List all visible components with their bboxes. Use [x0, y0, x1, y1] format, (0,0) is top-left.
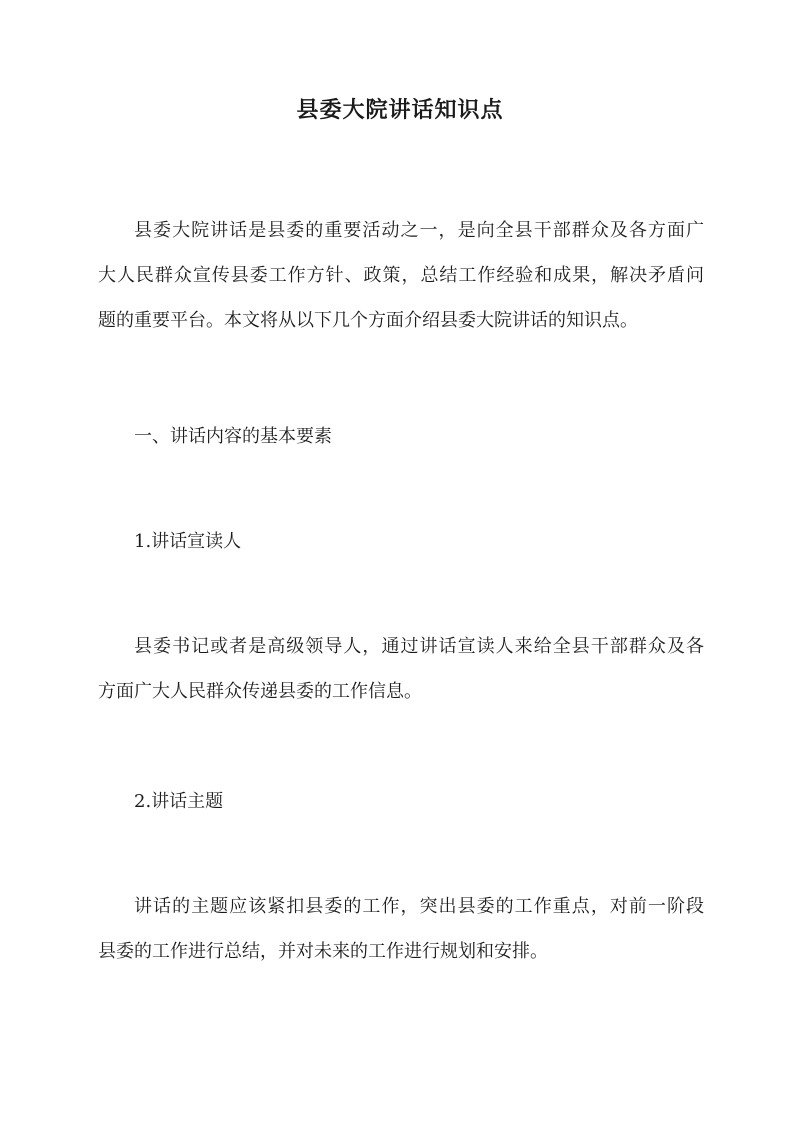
paragraph-line: 县委大院讲话是县委的重要活动之一，是向全县干部群众及各方面广 [134, 220, 704, 241]
paragraph-line: 大人民群众宣传县委工作方针、政策，总结工作经验和成果，解决矛盾问 [98, 265, 704, 286]
item-heading: 1.讲话宣读人 [134, 531, 242, 552]
item-1-paragraph [98, 624, 704, 714]
paragraph-line: 题的重要平台。本文将从以下几个方面介绍县委大院讲话的知识点。 [98, 310, 638, 331]
document-title: 县委大院讲话知识点 [296, 97, 504, 123]
paragraph-line: 讲话的主题应该紧扣县委的工作，突出县委的工作重点，对前一阶段 [134, 896, 704, 917]
paragraph-line: 县委的工作进行总结，并对未来的工作进行规划和安排。 [98, 941, 548, 962]
item-2-paragraph [98, 884, 704, 974]
section-heading: 一、讲话内容的基本要素 [134, 426, 332, 447]
intro-paragraph [98, 208, 704, 343]
paragraph-line: 县委书记或者是高级领导人，通过讲话宣读人来给全县干部群众及各 [134, 636, 704, 657]
item-heading: 2.讲话主题 [134, 791, 224, 812]
paragraph-line: 方面广大人民群众传递县委的工作信息。 [98, 681, 422, 702]
